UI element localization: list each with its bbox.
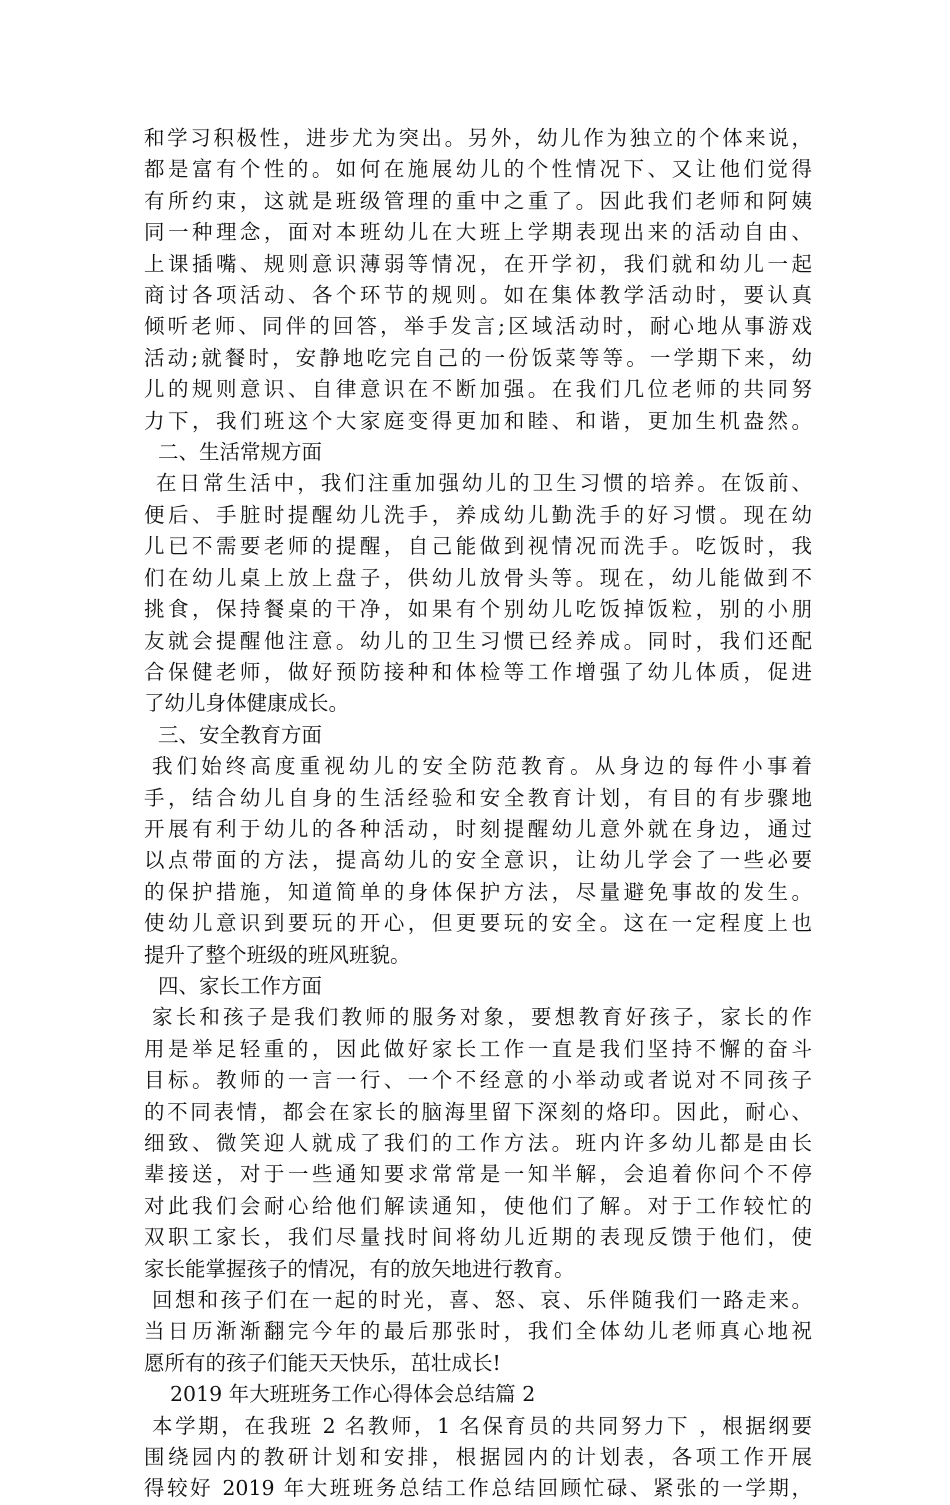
paragraph-line: 对此我们会耐心给他们解读通知，使他们了解。对于工作较忙的 — [144, 1193, 812, 1218]
paragraph-line: 提升了整个班级的班风班貌。 — [144, 942, 411, 967]
paragraph-line: 和学习积极性，进步尤为突出。另外，幼儿作为独立的个体来说， — [144, 126, 812, 150]
document-page — [144, 123, 812, 1505]
paragraph — [144, 123, 812, 437]
paragraph-line: 都是富有个性的。如何在施展幼儿的个性情况下、又让他们觉得 — [144, 157, 812, 182]
paragraph-line: 的不同表情，都会在家长的脑海里留下深刻的烙印。因此，耐心、 — [144, 1099, 812, 1124]
section-heading: 2019 年大班班务工作心得体会总结篇 2 — [170, 1382, 536, 1407]
paragraph-line: 家长和孩子是我们教师的服务对象，要想教育好孩子，家长的作 — [152, 1005, 812, 1030]
paragraph-line: 家长能掌握孩子的情况，有的放矢地进行教育。 — [144, 1256, 575, 1281]
paragraph — [144, 751, 812, 971]
paragraph-line: 目标。教师的一言一行、一个不经意的小举动或者说对不同孩子 — [144, 1068, 812, 1093]
paragraph-line: 活动;就餐时，安静地吃完自己的一份饭菜等等。一学期下来，幼 — [144, 345, 812, 370]
paragraph-line: 双职工家长，我们尽量找时间将幼儿近期的表现反馈于他们，使 — [144, 1225, 812, 1250]
paragraph-line: 有所约束，这就是班级管理的重中之重了。因此我们老师和阿姨 — [144, 188, 812, 213]
paragraph-line: 儿已不需要老师的提醒，自己能做到视情况而洗手。吃饭时，我 — [144, 534, 812, 559]
paragraph-line: 儿的规则意识、自律意识在不断加强。在我们几位老师的共同努 — [144, 377, 812, 402]
paragraph-line: 在日常生活中，我们注重加强幼儿的卫生习惯的培养。在饭前、 — [156, 471, 812, 496]
paragraph — [144, 1411, 812, 1505]
paragraph-line: 便后、手脏时提醒幼儿洗手，养成幼儿勤洗手的好习惯。现在幼 — [144, 502, 812, 527]
paragraph-line: 愿所有的孩子们能天天快乐，茁壮成长! — [144, 1350, 501, 1375]
paragraph-line: 本学期，在我班 2 名教师，1 名保育员的共同努力下 ，根据纲要 — [152, 1413, 812, 1438]
paragraph-line: 得较好 2019 年大班班务总结工作总结回顾忙碌、紧张的一学期， — [144, 1476, 812, 1501]
paragraph-line: 的保护措施，知道简单的身体保护方法，尽量避免事故的发生。 — [144, 879, 812, 904]
paragraph-line: 们在幼儿桌上放上盘子，供幼儿放骨头等。现在，幼儿能做到不 — [144, 565, 812, 590]
paragraph — [144, 468, 812, 719]
paragraph-line: 使幼儿意识到要玩的开心，但更要玩的安全。这在一定程度上也 — [144, 911, 812, 936]
paragraph-line: 友就会提醒他注意。幼儿的卫生习惯已经养成。同时，我们还配 — [144, 628, 812, 653]
paragraph-line: 上课插嘴、规则意识薄弱等情况，在开学初，我们就和幼儿一起 — [144, 251, 812, 276]
paragraph-line: 细致、微笑迎人就成了我们的工作方法。班内许多幼儿都是由长 — [144, 1131, 812, 1155]
section-heading: 二、生活常规方面 — [158, 440, 322, 465]
paragraph-line: 同一种理念，面对本班幼儿在大班上学期表现出来的活动自由、 — [144, 220, 812, 245]
section-heading: 四、家长工作方面 — [158, 973, 322, 998]
paragraph-line: 商讨各项活动、各个环节的规则。如在集体教学活动时，要认真 — [144, 283, 812, 308]
paragraph — [144, 1002, 812, 1285]
paragraph-line: 用是举足轻重的，因此做好家长工作一直是我们坚持不懈的奋斗 — [144, 1036, 812, 1061]
paragraph-line: 倾听老师、同伴的回答，举手发言;区域活动时，耐心地从事游戏 — [144, 314, 812, 339]
paragraph-line: 辈接送，对于一些通知要求常常是一知半解，会追着你问个不停 — [144, 1162, 812, 1187]
paragraph-line: 挑食，保持餐桌的干净，如果有个别幼儿吃饭掉饭粒，别的小朋 — [144, 597, 812, 622]
paragraph-line: 当日历渐渐翻完今年的最后那张时，我们全体幼儿老师真心地祝 — [144, 1319, 812, 1344]
section-heading: 三、安全教育方面 — [158, 722, 322, 747]
paragraph-line: 了幼儿身体健康成长。 — [144, 691, 349, 716]
paragraph-line: 围绕园内的教研计划和安排，根据园内的计划表，各项工作开展 — [144, 1445, 812, 1470]
paragraph-line: 开展有利于幼儿的各种活动，时刻提醒幼儿意外就在身边，通过 — [144, 816, 812, 841]
paragraph-line: 我们始终高度重视幼儿的安全防范教育。从身边的每件小事着 — [152, 754, 812, 779]
paragraph-line: 回想和孩子们在一起的时光，喜、怒、哀、乐伴随我们一路走来。 — [152, 1288, 812, 1313]
paragraph-line: 力下，我们班这个大家庭变得更加和睦、和谐，更加生机盎然。 — [144, 408, 812, 433]
paragraph-line: 手，结合幼儿自身的生活经验和安全教育计划，有目的有步骤地 — [144, 785, 812, 810]
paragraph-line: 以点带面的方法，提高幼儿的安全意识，让幼儿学会了一些必要 — [144, 848, 812, 873]
paragraph — [144, 1285, 812, 1379]
paragraph-line: 合保健老师，做好预防接种和体检等工作增强了幼儿体质，促进 — [144, 659, 812, 684]
